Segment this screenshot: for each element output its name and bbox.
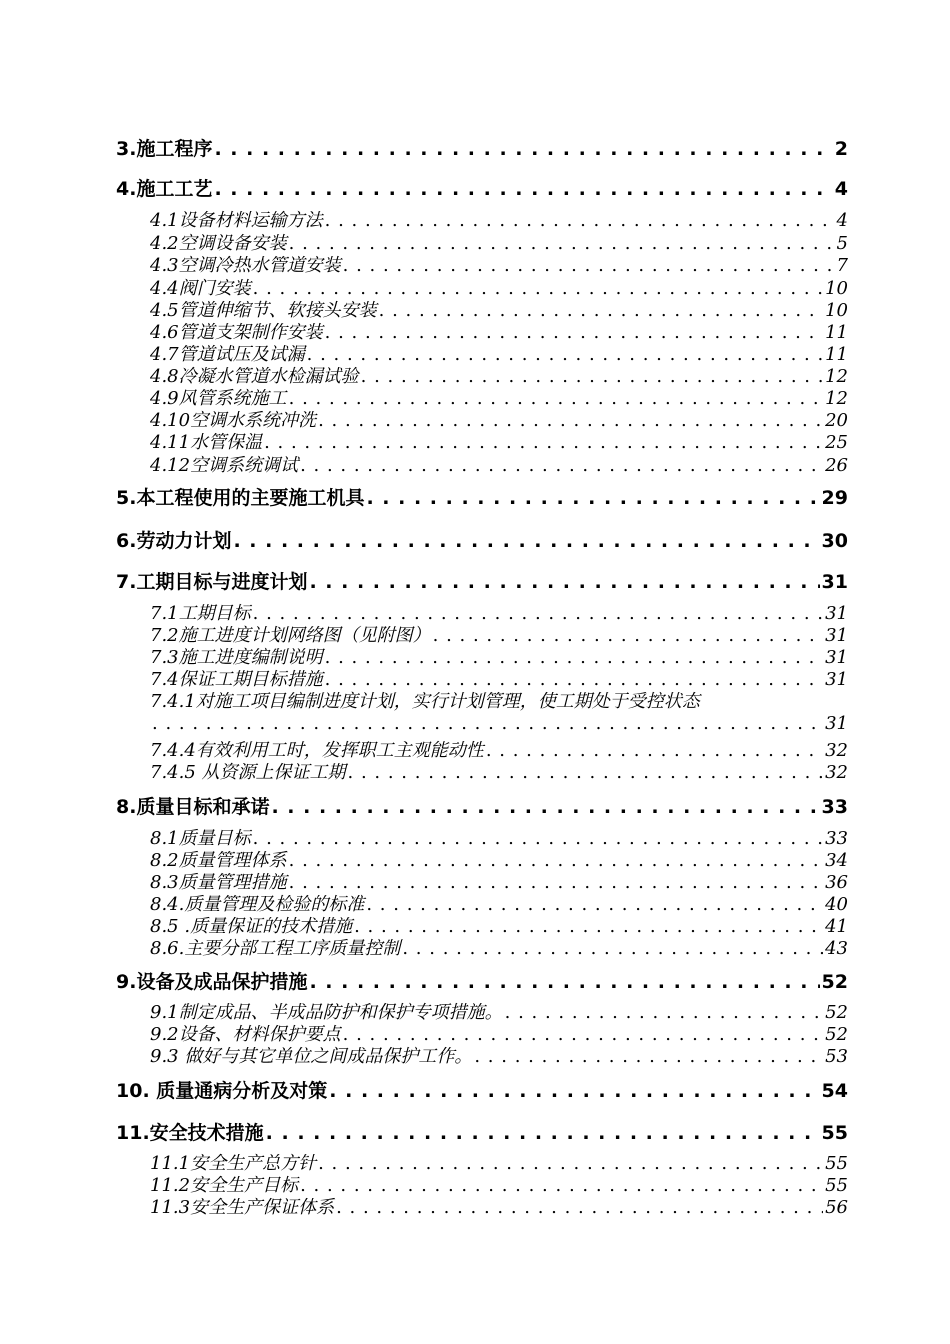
toc-section-entry[interactable] [150, 850, 848, 872]
toc-chapter-entry[interactable] [116, 530, 848, 552]
toc-entry-label: 6.劳动力计划 [116, 530, 232, 552]
toc-entry-label: 7.4.1对施工项目编制进度计划，实行计划管理，使工期处于受控状态 [150, 691, 700, 712]
toc-leader-dots [343, 1024, 823, 1046]
toc-page-number: 7 [836, 255, 848, 276]
toc-page-number: 41 [825, 916, 848, 937]
toc-page-number: 55 [821, 1122, 848, 1144]
toc-entry-label: 4.2空调设备安装 [150, 233, 287, 254]
toc-entry-label: 8.5 .质量保证的技术措施 [150, 916, 353, 937]
toc-leader-dots [336, 1197, 823, 1219]
toc-chapter-entry[interactable] [116, 1080, 848, 1102]
toc-section-entry[interactable] [150, 1046, 848, 1068]
toc-leader-dots [253, 828, 823, 850]
toc-leader-dots [433, 625, 823, 647]
toc-leader-dots [233, 530, 819, 552]
toc-leader-dots [266, 1122, 820, 1144]
toc-section-entry[interactable] [150, 938, 848, 960]
toc-entry-label: 4.8冷凝水管道水检漏试验 [150, 366, 359, 387]
toc-page-number: 4 [834, 178, 848, 200]
toc-page-number: 54 [821, 1080, 848, 1102]
toc-leader-dots [253, 278, 823, 300]
toc-page-number: 55 [825, 1175, 848, 1196]
toc-leader-dots [379, 300, 823, 322]
toc-entry-label: 11.3安全生产保证体系 [150, 1197, 335, 1218]
toc-entry-label: 9.2设备、材料保护要点 [150, 1024, 341, 1045]
toc-section-entry[interactable] [150, 669, 848, 691]
toc-section-entry[interactable] [150, 410, 848, 432]
toc-page-number: 31 [825, 713, 848, 734]
toc-section-entry[interactable] [150, 603, 848, 625]
toc-leader-dots [271, 796, 819, 818]
toc-page-number: 31 [825, 669, 848, 690]
toc-section-entry[interactable] [150, 322, 848, 344]
toc-section-entry[interactable] [150, 1024, 848, 1046]
toc-section-entry[interactable] [150, 1002, 848, 1024]
toc-leader-dots [152, 713, 823, 735]
toc-chapter-entry[interactable] [116, 971, 848, 993]
toc-page-number: 52 [825, 1002, 848, 1023]
toc-chapter-entry[interactable] [116, 487, 848, 509]
toc-page-number: 32 [825, 762, 848, 783]
toc-section-entry[interactable] [150, 300, 848, 322]
toc-entry-label: 7.1工期目标 [150, 603, 251, 624]
toc-section-entry[interactable] [150, 916, 848, 938]
toc-leader-dots [214, 138, 832, 160]
toc-section-entry[interactable] [150, 894, 848, 916]
toc-page-number: 10 [825, 278, 848, 299]
toc-page-number: 20 [825, 410, 848, 431]
toc-leader-dots [474, 1046, 823, 1068]
toc-page-number: 12 [825, 388, 848, 409]
toc-page-number: 26 [825, 455, 848, 476]
toc-page-number: 33 [821, 796, 848, 818]
toc-entry-label: 7.4保证工期目标措施 [150, 669, 323, 690]
toc-leader-dots [486, 740, 823, 762]
toc-leader-dots [307, 344, 823, 366]
toc-leader-dots [289, 872, 823, 894]
toc-leader-dots [253, 603, 823, 625]
toc-leader-dots [402, 938, 823, 960]
toc-page-number: 4 [836, 210, 848, 231]
toc-page-number: 55 [825, 1153, 848, 1174]
toc-page-number: 43 [825, 938, 848, 959]
toc-section-entry[interactable] [150, 344, 848, 366]
toc-entry-label: 4.12空调系统调试 [150, 455, 299, 476]
toc-chapter-entry[interactable] [116, 138, 848, 160]
toc-entry-label: 7.4.4有效利用工时，发挥职工主观能动性 [150, 740, 484, 761]
toc-entry-label: 3.施工程序 [116, 138, 213, 160]
toc-entry-label: 5.本工程使用的主要施工机具 [116, 487, 365, 509]
toc-leader-dots [361, 366, 823, 388]
toc-section-entry[interactable] [150, 455, 848, 477]
toc-section-entry[interactable] [150, 1197, 848, 1219]
toc-leader-dots [318, 410, 823, 432]
toc-page-number: 31 [825, 625, 848, 646]
toc-entry-label: 4.9风管系统施工 [150, 388, 287, 409]
toc-leader-dots [300, 455, 823, 477]
toc-page-number: 10 [825, 300, 848, 321]
toc-section-entry[interactable] [150, 210, 848, 232]
toc-section-entry[interactable] [150, 366, 848, 388]
toc-leader-dots [289, 233, 835, 255]
toc-entry-label: 8.2质量管理体系 [150, 850, 287, 871]
toc-leader-dots [325, 210, 835, 232]
toc-entry-label: 4.5管道伸缩节、软接头安装 [150, 300, 377, 321]
toc-section-entry[interactable] [150, 762, 848, 784]
toc-entry-label: 11.2安全生产目标 [150, 1175, 299, 1196]
toc-section-entry[interactable] [150, 828, 848, 850]
toc-leader-dots [366, 487, 819, 509]
toc-page-number: 31 [825, 647, 848, 668]
toc-page-number: 29 [821, 487, 848, 509]
toc-section-entry[interactable] [150, 1175, 848, 1197]
toc-entry-label: 8.3质量管理措施 [150, 872, 287, 893]
toc-leader-dots [329, 1080, 819, 1102]
toc-entry-label: 8.6.主要分部工程工序质量控制 [150, 938, 401, 959]
toc-leader-dots [366, 894, 823, 916]
toc-leader-dots [325, 669, 823, 691]
toc-entry-label: 7.3施工进度编制说明 [150, 647, 323, 668]
toc-leader-dots [289, 850, 823, 872]
toc-page-number: 56 [825, 1197, 848, 1218]
toc-entry-label: 4.6管道支架制作安装 [150, 322, 323, 343]
toc-page-number: 40 [825, 894, 848, 915]
toc-entry-label: 9.3 做好与其它单位之间成品保护工作。 [150, 1046, 473, 1067]
toc-section-entry[interactable] [150, 1153, 848, 1175]
toc-section-entry[interactable] [150, 625, 848, 647]
toc-entry-label: 8.1质量目标 [150, 828, 251, 849]
toc-entry-label: 4.4阀门安装 [150, 278, 251, 299]
toc-leader-dots [214, 178, 832, 200]
toc-entry-label: 10. 质量通病分析及对策 [116, 1080, 328, 1102]
toc-leader-dots [354, 916, 823, 938]
toc-leader-dots [325, 647, 823, 669]
toc-entry-label: 4.施工工艺 [116, 178, 213, 200]
toc-section-entry[interactable] [150, 740, 848, 762]
toc-section-entry[interactable] [150, 233, 848, 255]
toc-entry-label: 8.质量目标和承诺 [116, 796, 270, 818]
toc-leader-dots [348, 762, 824, 784]
toc-chapter-entry[interactable] [116, 1122, 848, 1144]
toc-section-entry[interactable] [150, 388, 848, 410]
toc-page-number: 12 [825, 366, 848, 387]
toc-entry-label: 8.4.质量管理及检验的标准 [150, 894, 365, 915]
toc-page-number: 52 [821, 971, 848, 993]
toc-leader-dots [289, 388, 823, 410]
toc-page-number: 2 [834, 138, 848, 160]
toc-entry-label: 11.安全技术措施 [116, 1122, 264, 1144]
toc-page-number: 11 [825, 322, 848, 343]
toc-chapter-entry[interactable] [116, 571, 848, 593]
toc-section-entry[interactable] [150, 432, 848, 454]
toc-page-number: 33 [825, 828, 848, 849]
toc-page-number: 31 [821, 571, 848, 593]
toc-page-number: 53 [825, 1046, 848, 1067]
toc-page-number: 11 [825, 344, 848, 365]
toc-leader-dots [264, 432, 823, 454]
toc-section-entry[interactable] [150, 255, 848, 277]
toc-entry-label: 4.11水管保温 [150, 432, 263, 453]
toc-entry-label: 7.工期目标与进度计划 [116, 571, 308, 593]
toc-entry-label: 4.3空调冷热水管道安装 [150, 255, 341, 276]
toc-leader-dots [325, 322, 823, 344]
toc-page-number: 32 [825, 740, 848, 761]
toc-chapter-entry[interactable] [116, 796, 848, 818]
toc-entry-label: 4.10空调水系统冲洗 [150, 410, 317, 431]
toc-page-number: 31 [825, 603, 848, 624]
toc-entry[interactable] [150, 713, 848, 735]
toc-page-number: 34 [825, 850, 848, 871]
toc-section-entry[interactable] [150, 647, 848, 669]
toc-entry-label: 4.7管道试压及试漏 [150, 344, 305, 365]
toc-section-entry[interactable] [150, 278, 848, 300]
toc-entry-label: 7.2施工进度计划网络图（见附图） [150, 625, 431, 646]
toc-leader-dots [300, 1175, 823, 1197]
toc-page-number: 25 [825, 432, 848, 453]
toc-entry-label: 11.1安全生产总方针 [150, 1153, 317, 1174]
toc-entry-label: 4.1设备材料运输方法 [150, 210, 323, 231]
toc-leader-dots [505, 1002, 823, 1024]
toc-section-entry[interactable] [150, 872, 848, 894]
toc-entry-label: 9.设备及成品保护措施 [116, 971, 308, 993]
toc-page-number: 36 [825, 872, 848, 893]
toc-page-number: 52 [825, 1024, 848, 1045]
toc-page-number: 30 [821, 530, 848, 552]
toc-page-number: 5 [836, 233, 848, 254]
toc-chapter-entry[interactable] [116, 178, 848, 200]
toc-leader-dots [318, 1153, 823, 1175]
toc-leader-dots [309, 971, 819, 993]
toc-entry-label: 7.4.5 从资源上保证工期 [150, 762, 346, 783]
toc-leader-dots [309, 571, 819, 593]
toc-leader-dots [343, 255, 835, 277]
toc-entry-label: 9.1制定成品、半成品防护和保护专项措施。 [150, 1002, 503, 1023]
